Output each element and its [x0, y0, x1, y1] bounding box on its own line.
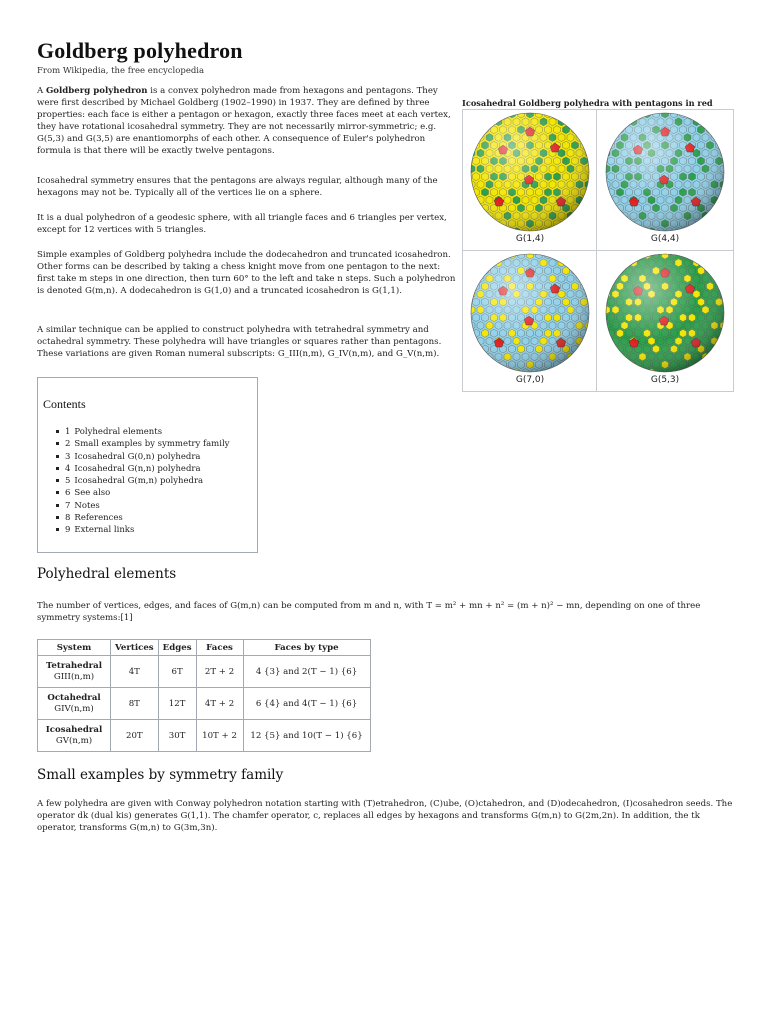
- infobox-caption: Icosahedral Goldberg polyhedra with pentagons in red: [462, 98, 713, 108]
- sphere-image-g14: [463, 110, 597, 234]
- toc-item[interactable]: 8 References: [56, 512, 229, 524]
- intro-paragraph-3: It is a dual polyhedron of a geodesic sphere, with all triangle faces and 6 triangles per vertex, except for 12 vertices with 5 triangles.: [37, 213, 447, 235]
- table-cell-system: Icosahedral GV(n,m): [38, 720, 111, 752]
- table-header: System: [38, 640, 111, 656]
- gallery-cell-g14[interactable]: [463, 110, 597, 249]
- intro-paragraph-2: Icosahedral symmetry ensures that the pentagons are always regular, although many of the hexagons may not be. Typically all of the vertices lie on a sphere.: [37, 176, 438, 198]
- intro-paragraph-4: Simple examples of Goldberg polyhedra include the dodecahedron and truncated icosahedron. Other forms can be described by taking a chess knight move from one pentagon to the next: first take m steps in one direction, then turn 60° to the left and take n steps. Such a polyhedron is denoted G(m,n). A dodecahedron is G(1,0) and a truncated icosahedron is G(1,1).: [37, 250, 456, 296]
- toc-item[interactable]: 7 Notes: [56, 500, 229, 512]
- sphere-image-g53: [598, 251, 732, 375]
- table-cell: 4T + 2: [196, 688, 243, 720]
- section1-text: The number of vertices, edges, and faces of G(m,n) can be computed from m and n, with T = m² + mn + n² = (m + n)² − mn, depending on one of three symmetry systems:[1]: [37, 601, 701, 623]
- table-of-contents: [37, 377, 258, 553]
- gallery-cell-g53[interactable]: [598, 251, 732, 390]
- toc-item[interactable]: 5 Icosahedral G(m,n) polyhedra: [56, 475, 229, 487]
- table-cell-system: Octahedral GIV(n,m): [38, 688, 111, 720]
- table-cell: 6T: [158, 656, 196, 688]
- gallery-label: G(4,4): [650, 234, 680, 244]
- table-cell: 10T + 2: [196, 720, 243, 752]
- table-cell: 4 {3} and 2(T − 1) {6}: [243, 656, 370, 688]
- toc-list: [56, 426, 229, 537]
- intro-bold-term: Goldberg polyhedron: [45, 86, 148, 96]
- table-cell: 12T: [158, 688, 196, 720]
- gallery-label: G(7,0): [515, 375, 545, 385]
- toc-item[interactable]: 6 See also: [56, 487, 229, 499]
- table-header: Edges: [158, 640, 196, 656]
- table-row: [38, 688, 371, 720]
- table-header: Vertices: [111, 640, 159, 656]
- page-title: Goldberg polyhedron: [37, 38, 243, 63]
- table-cell: 4T: [111, 656, 159, 688]
- table-cell: 12 {5} and 10(T − 1) {6}: [243, 720, 370, 752]
- toc-item[interactable]: 1 Polyhedral elements: [56, 426, 229, 438]
- table-header: Faces by type: [243, 640, 370, 656]
- page-subtitle: From Wikipedia, the free encyclopedia: [37, 66, 205, 76]
- section2-text: A few polyhedra are given with Conway polyhedron notation starting with (T)etrahedron, (C)ube, (O)ctahedron, and (D)odecahedron, (I)cosahedron seeds. The operator dk (dual kis) generates G(1,1). The chamfer operator, c, replaces all edges by hexagons and transforms G(m,n) to G(2m,2n). In addition, the tk operator, transforms G(m,n) to G(3m,3n).: [37, 799, 733, 833]
- toc-title: Contents: [43, 397, 86, 411]
- toc-item[interactable]: 2 Small examples by symmetry family: [56, 438, 229, 450]
- table-cell: 20T: [111, 720, 159, 752]
- section-heading-polyhedral-elements: Polyhedral elements: [37, 566, 177, 582]
- table-cell: 2T + 2: [196, 656, 243, 688]
- toc-item[interactable]: 9 External links: [56, 524, 229, 536]
- gallery-cell-g70[interactable]: [463, 251, 597, 390]
- table-cell: 30T: [158, 720, 196, 752]
- table-row: [38, 656, 371, 688]
- sphere-image-g70: [463, 251, 597, 375]
- sphere-image-g44: [598, 110, 732, 234]
- infobox-gallery: [462, 109, 734, 392]
- section-heading-small-examples: Small examples by symmetry family: [37, 767, 284, 783]
- toc-item[interactable]: 3 Icosahedral G(0,n) polyhedra: [56, 451, 229, 463]
- gallery-label: G(1,4): [515, 234, 545, 244]
- table-row: [38, 720, 371, 752]
- gallery-label: G(5,3): [650, 375, 680, 385]
- toc-item[interactable]: 4 Icosahedral G(n,n) polyhedra: [56, 463, 229, 475]
- table-cell-system: Tetrahedral GIII(n,m): [38, 656, 111, 688]
- table-cell: 8T: [111, 688, 159, 720]
- intro-paragraph-1: A Goldberg polyhedron is a convex polyhedron made from hexagons and pentagons. They were first described by Michael Goldberg (1902–1990) in 1937. They are defined by three properties: each face is either a pentagon or hexagon, exactly three faces meet at each vertex, they have rotational icosahedral symmetry. They are not necessarily mirror-symmetric; e.g. G(5,3) and G(3,5) are enantiomorphs of each other. A consequence of Euler's polyhedron formula is that there will be exactly twelve pentagons.: [37, 86, 451, 156]
- intro-paragraph-5: A similar technique can be applied to construct polyhedra with tetrahedral symmetry and octahedral symmetry. These polyhedra will have triangles or squares rather than pentagons. These variations are given Roman numeral subscripts: G_III(n,m), G_IV(n,m), and G_V(n,m).: [37, 325, 442, 359]
- table-header: Faces: [196, 640, 243, 656]
- gallery-cell-g44[interactable]: [598, 110, 732, 249]
- table-cell: 6 {4} and 4(T − 1) {6}: [243, 688, 370, 720]
- table-header-row: [38, 640, 371, 656]
- symmetry-table: [37, 639, 371, 752]
